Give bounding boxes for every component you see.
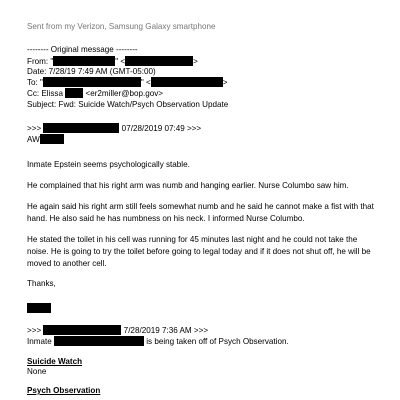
body-paragraph: He again said his right arm still feels somewhat numb and he said he cannot make a fist with that hand. He also said he has numbness on his neck. I informed Nurse Columbo.: [27, 201, 374, 223]
original-message-divider: -------- Original message --------: [27, 45, 138, 55]
from-label: From:: [27, 56, 51, 66]
redaction-box: [43, 325, 121, 335]
to-label: To:: [27, 78, 41, 88]
redaction-box: [53, 56, 115, 66]
sign-off: Thanks,: [27, 278, 56, 288]
redaction-box: [151, 77, 223, 87]
from-line: From: " " < >: [27, 56, 198, 66]
cc-label: Cc: Elissa: [27, 89, 63, 99]
redaction-box: [54, 336, 144, 346]
redaction-box: [65, 88, 83, 98]
redaction-box: [40, 134, 64, 144]
body-paragraph: He stated the toilet in his cell was running for 45 minutes last night and he could not take the noise. He is going to try the toilet before going to legal today and if it does not shut off, he will be moved to another cell.: [27, 234, 371, 268]
cc-email: <er2miller@bop.gov>: [85, 89, 163, 99]
redaction-box: [125, 56, 193, 66]
cc-line: [27, 88, 373, 99]
sent-from-signature: Sent from my Verizon, Samsung Galaxy smartphone: [27, 22, 216, 31]
suicide-watch-value: None: [27, 366, 47, 376]
sender-initials: AW: [27, 135, 40, 145]
body-paragraph: He complained that his right arm was numb and hanging earlier. Nurse Columbo saw him.: [27, 180, 349, 190]
suicide-watch-heading: Suicide Watch: [27, 356, 83, 366]
to-line: To: " " < >: [27, 78, 228, 88]
date-line: Date: 7/28/19 7:49 AM (GMT-05:00): [27, 66, 156, 76]
forward-header-2: >>> 7/28/2019 7:36 AM >>> Inmate is being taken off of Psych Observation.: [27, 325, 289, 347]
body-paragraph: Inmate Epstein seems psychologically stable.: [27, 159, 190, 169]
subject-line: Subject: Fwd: Suicide Watch/Psych Observation Update: [27, 99, 229, 109]
original-message-header: [27, 45, 373, 110]
suicide-watch-section: [27, 357, 373, 378]
redaction-box: [43, 123, 119, 133]
forward-header-1: >>> 07/28/2019 07:49 >>> AW: [27, 124, 202, 145]
redaction-box: [27, 303, 51, 313]
psych-observation-heading: Psych Observation: [27, 386, 101, 396]
redaction-box: [43, 77, 141, 87]
